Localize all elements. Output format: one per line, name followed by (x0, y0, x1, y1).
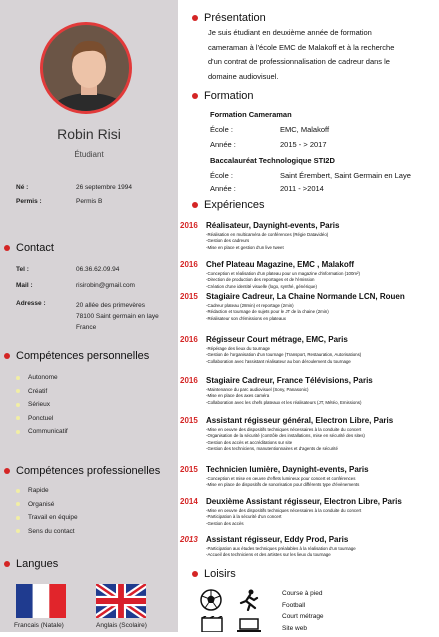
presentation-heading: Présentation (192, 12, 266, 24)
experience-title: Assistant régisseur, Eddy Prod, Paris (206, 535, 349, 544)
running-icon (236, 589, 260, 616)
permit-label: Permis : (16, 198, 42, 205)
list-item: Ponctuel (16, 412, 68, 426)
school-value: EMC, Malakoff (280, 125, 330, 134)
bullet-icon (192, 15, 198, 21)
bullet-icon (4, 561, 10, 567)
list-item: Autonome (16, 371, 68, 385)
language-english: Anglais (Scolaire) (96, 622, 147, 629)
tel-label: Tel : (16, 266, 29, 273)
list-item: Court métrage (282, 613, 324, 620)
bullet-icon (192, 202, 198, 208)
personal-skills-list (16, 371, 68, 439)
profile-name: Robin Risi (57, 126, 121, 142)
experience-item: 2016 Régisseur Court métrage, EMC, Paris -Répérage des lieux du tournage -Gestion de l'organisation d'un tournage (Transport, Restauration, Autorisations) -Collaboration avec l'assistant réalisateur au bon déroulement du tournage (180, 335, 362, 364)
bullet-icon (4, 468, 10, 474)
experience-title: Deuxième Assistant régisseur, Electron Libre, Paris (206, 497, 402, 506)
experience-year: 2014 (180, 497, 198, 506)
tel-value: 06.36.62.09.94 (76, 266, 120, 273)
experience-title: Stagiaire Cadreur, France Télévisions, Paris (206, 376, 373, 385)
contact-heading: Contact (4, 242, 54, 254)
pro-skills-list (16, 484, 78, 538)
formation-heading: Formation (192, 90, 254, 102)
year-label: Année : (210, 184, 236, 193)
year-value: 2015 - > 2017 (280, 140, 327, 149)
language-french: Francais (Natale) (14, 622, 64, 629)
bullet-icon (192, 93, 198, 99)
list-item: Communicatif (16, 425, 68, 439)
list-item: Créatif (16, 385, 68, 399)
experience-title: Chef Plateau Magazine, EMC , Malakoff (206, 260, 355, 269)
languages-heading: Langues (4, 558, 58, 570)
experience-item: 2014 Deuxième Assistant régisseur, Electron Libre, Paris -Mise en oeuvre des dispositifs techniques nécessaires à la conduite du concert -Participation à la sécurité d'un concert -Gestion des accès (180, 497, 402, 526)
pro-skills-heading: Compétences professionelles (4, 465, 160, 477)
experience-item: 2016 Chef Plateau Magazine, EMC , Malakoff -Conception et réalisation d'un plateau pour un magazine d'information (100m²) -Direction de production des reportages et de l'émission -Création d'une identité visuelle (logo, synthé, générique) (180, 260, 360, 289)
year-value: 2011 - >2014 (280, 184, 324, 193)
permit-value: Permis B (76, 198, 103, 205)
sidebar (0, 0, 178, 632)
experience-year: 2016 (180, 260, 198, 269)
profile-title: Étudiant (74, 150, 104, 159)
address-label: Adresse : (16, 300, 46, 307)
mail-label: Mail : (16, 282, 33, 289)
experience-year: 2016 (180, 221, 198, 230)
personal-skills-heading: Compétences personnelles (4, 350, 149, 362)
list-item: Course à pied (282, 590, 323, 597)
loisirs-heading: Loisirs (192, 568, 236, 580)
list-item: Organisé (16, 498, 78, 512)
experience-year: 2015 (180, 465, 198, 474)
school-label: École : (210, 171, 233, 180)
experience-title: Régisseur Court métrage, EMC, Paris (206, 335, 348, 344)
experience-year: 2016 (180, 376, 198, 385)
experience-item: 2016 Réalisateur, Daynight-events, Paris -Réalisation en multicaméra de conférences (Régie Datavidéo) -Gestion des cadreurs -Mise en place et gestion d'un live tweet (180, 221, 340, 250)
experience-item: 2015 Stagiaire Cadreur, La Chaine Normande LCN, Rouen -Cadreur plateau (28min) et reportage (2min) -Rédaction et tournage de sujets pour le JT de la chaine (2min) -Réalisateur son d'émissions en plateaux (180, 292, 405, 321)
experience-item: 2015 Assistant régisseur général, Electron Libre, Paris -Mise en oeuvre des dispositifs techniques nécessaires à la conduite du concert -Organisation de la sécurité (contrôle des installations, mise en sécurité des sites) -Gestion des accès et accréditations sur site -Gestion des techniciens, manutentionnaires et d'agents de sécurité (180, 416, 394, 452)
formation-title: Formation Cameraman (210, 110, 292, 119)
bullet-icon (192, 571, 198, 577)
experience-title: Assistant régisseur général, Electron Libre, Paris (206, 416, 394, 425)
list-item: Football (282, 601, 306, 609)
profile-photo (40, 22, 132, 114)
laptop-icon (236, 618, 262, 637)
loisirs-list (282, 588, 324, 634)
experience-item: 2015 Technicien lumière, Daynight-events, Paris -Conception et mise en oeuvre d'effets lumineux pour concert et conférences -Mise en place de dispositifs de sonorisation pour différents type d'évènements (180, 465, 369, 488)
experience-title: Réalisateur, Daynight-events, Paris (206, 221, 340, 230)
uk-flag-icon (96, 584, 146, 618)
school-label: École : (210, 125, 233, 134)
film-icon (200, 616, 224, 637)
experience-year: 2015 (180, 292, 198, 301)
formation-title: Baccalauréat Technologique STI2D (210, 156, 335, 165)
address-value: 20 allée des primevères 78100 Saint germain en laye France (76, 302, 159, 331)
experience-year: 2016 (180, 335, 198, 344)
experience-item: 2013 Assistant régisseur, Eddy Prod, Paris -Participation aux études techniques préalables à la réalisation d'un tournage -Accueil des techniciens et des artistes sur les lieux du tournage (180, 535, 356, 558)
presentation-text: Je suis étudiant en deuxième année de formation cameraman à l'école EMC de Malakoff et à la recherche d'un contrat de professionnalisation de cadreur dans le domaine audiovisuel. (208, 28, 395, 81)
list-item: Travail en équipe (16, 511, 78, 525)
main-content (178, 0, 439, 632)
list-item: Site web (282, 624, 307, 632)
mail-value[interactable]: risirobin@gmail.com (76, 282, 135, 289)
born-label: Né : (16, 184, 29, 191)
france-flag-icon (16, 584, 66, 618)
experience-year: 2015 (180, 416, 198, 425)
experiences-heading: Expériences (192, 199, 265, 211)
bullet-icon (4, 245, 10, 251)
experience-year: 2013 (180, 535, 198, 544)
year-label: Année : (210, 140, 236, 149)
experience-title: Technicien lumière, Daynight-events, Paris (206, 465, 369, 474)
experience-item: 2016 Stagiaire Cadreur, France Télévisions, Paris -Maintenance du parc audiovisuel (Sony, Panasonic) -Mise en place des axes caméra -Collaboration avec les chefs plateaux et les réalisateurs (JT, Météo, Emissions) (180, 376, 373, 405)
school-value: Saint Érembert, Saint Germain en Laye (280, 171, 411, 180)
born-value: 26 septembre 1994 (76, 184, 133, 191)
list-item: Sérieux (16, 398, 68, 412)
list-item: Rapide (16, 484, 78, 498)
experience-title: Stagiaire Cadreur, La Chaine Normande LCN, Rouen (206, 292, 405, 301)
list-item: Sens du contact (16, 525, 78, 539)
bullet-icon (4, 353, 10, 359)
football-icon (200, 589, 222, 616)
